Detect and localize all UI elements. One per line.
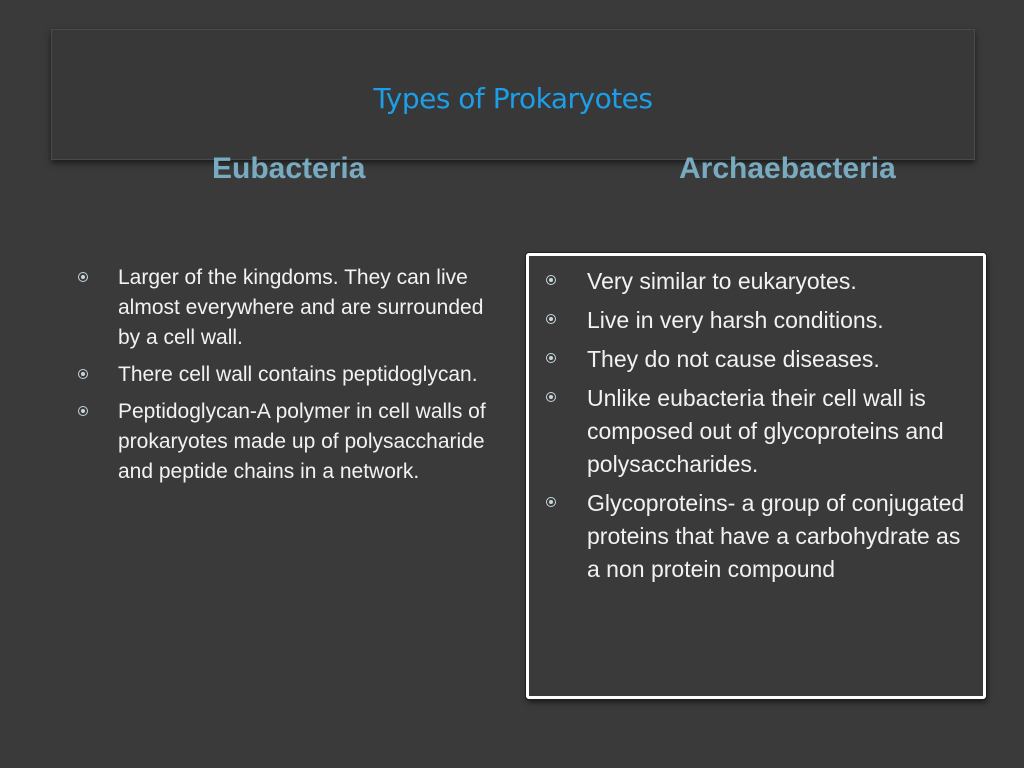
archaebacteria-bullet-list <box>546 265 971 592</box>
list-item <box>546 343 971 376</box>
bullet-text: Larger of the kingdoms. They can live almost everywhere and are surrounded by a cell wall. <box>118 266 484 349</box>
bullet-text: Live in very harsh conditions. <box>587 307 884 333</box>
bullet-icon <box>78 272 88 282</box>
bullet-text: Very similar to eukaryotes. <box>587 268 857 294</box>
list-item <box>546 304 971 337</box>
bullet-icon <box>546 314 556 324</box>
list-item <box>546 487 971 586</box>
bullet-text: Peptidoglycan-A polymer in cell walls of prokaryotes made up of polysaccharide and peptide chains in a network. <box>118 400 486 483</box>
bullet-icon <box>546 275 556 285</box>
list-item <box>78 360 508 390</box>
bullet-text: They do not cause diseases. <box>587 346 880 372</box>
bullet-text: Glycoproteins- a group of conjugated proteins that have a carbohydrate as a non protein compound <box>587 490 965 582</box>
eubacteria-bullet-list <box>78 263 508 494</box>
bullet-icon <box>78 406 88 416</box>
bullet-icon <box>546 497 556 507</box>
list-item <box>78 397 508 487</box>
archaebacteria-heading: Archaebacteria <box>679 152 896 185</box>
eubacteria-heading: Eubacteria <box>212 152 366 185</box>
bullet-icon <box>546 353 556 363</box>
list-item <box>78 263 508 353</box>
title-box <box>51 29 975 160</box>
bullet-icon <box>546 392 556 402</box>
bullet-text: There cell wall contains peptidoglycan. <box>118 363 478 386</box>
list-item <box>546 382 971 481</box>
bullet-icon <box>78 369 88 379</box>
slide-title: Types of Prokaryotes <box>373 82 653 115</box>
list-item <box>546 265 971 298</box>
bullet-text: Unlike eubacteria their cell wall is composed out of glycoproteins and polysaccharides. <box>587 385 944 477</box>
